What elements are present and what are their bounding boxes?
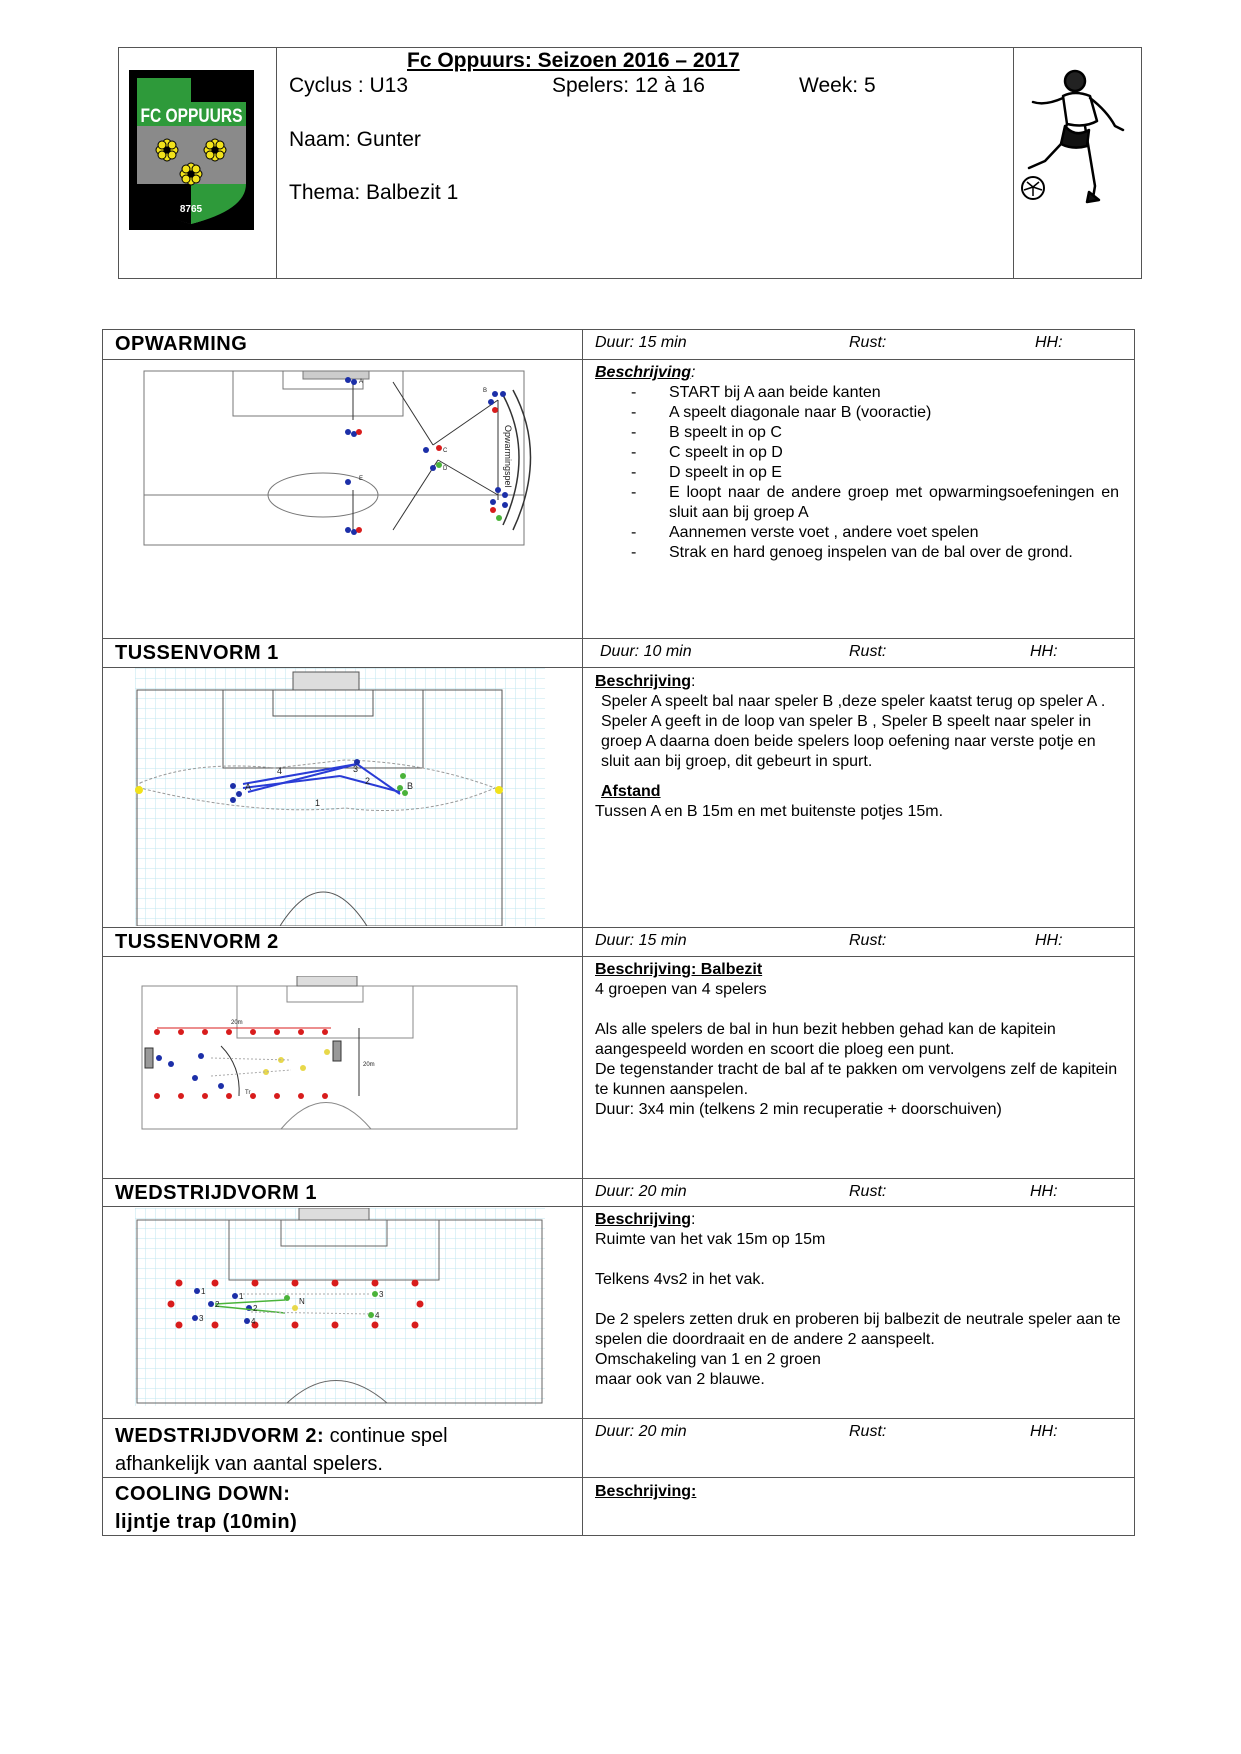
tussenvorm1-afstand-text: Tussen A en B 15m en met buitenste potjes 15m.: [595, 803, 944, 820]
cooling-subtitle: lijntje trap (10min): [115, 1511, 298, 1533]
cooling-desc-title: Beschrijving:: [595, 1483, 697, 1500]
list-item: - A speelt diagonale naar B (vooractie): [595, 403, 1119, 423]
opwarming-desc-title: Beschrijving: [595, 364, 692, 381]
spelers-label: Spelers: 12 à 16: [552, 74, 705, 97]
opwarming-rust: Rust:: [849, 334, 887, 351]
wedstrijdvorm1-label-3b: 3: [379, 1290, 384, 1299]
wedstrijdvorm2-subtitle-2: afhankelijk van aantal spelers.: [115, 1453, 383, 1475]
wedstrijdvorm1-hh: HH:: [1030, 1183, 1058, 1200]
logo-text: FC OPPUURS: [140, 106, 243, 127]
tussenvorm2-text: Als alle spelers de bal in hun bezit hebben gehad kan de kapitein aangespeeld worden en scoort die ploeg een punt. De tegenstander tracht de bal af te pakken om vervolgens zelf de kapitein te kunnen aanspelen. Duur: 3x4 min (telkens 2 min recuperatie + doorschuiven): [595, 1021, 1118, 1118]
section-title-tussenvorm1: TUSSENVORM 1: [115, 642, 279, 664]
football-player-illustration: [1015, 66, 1143, 211]
tussenvorm1-num-4: 4: [277, 766, 283, 776]
wedstrijdvorm1-label-1a: 1: [201, 1287, 206, 1296]
tussenvorm1-letter-b: B: [407, 781, 414, 791]
tussenvorm2-duur: Duur: 15 min: [595, 932, 687, 949]
wedstrijdvorm2-title: WEDSTRIJDVORM 2:: [115, 1425, 325, 1447]
wedstrijdvorm2-subtitle-1: continue spel: [324, 1425, 448, 1447]
header-box: [118, 47, 1142, 279]
cyclus-label: Cyclus : U13: [289, 74, 409, 97]
wedstrijdvorm1-label-2b: 2: [253, 1304, 258, 1313]
tussenvorm2-desc-title: Beschrijving: Balbezit: [595, 961, 763, 978]
wedstrijdvorm1-label-n: N: [299, 1297, 305, 1306]
tussenvorm1-duur: Duur: 10 min: [600, 643, 692, 660]
tussenvorm2-line1: 4 groepen van 4 spelers: [595, 981, 767, 998]
wedstrijdvorm1-label-1b: 1: [239, 1292, 244, 1301]
section-title-cooling-down: [115, 1480, 297, 1536]
wedstrijdvorm2-duur: Duur: 20 min: [595, 1423, 687, 1440]
list-item: - START bij A aan beide kanten: [595, 383, 1119, 403]
wedstrijdvorm2-hh: HH:: [1030, 1423, 1058, 1440]
list-item: - D speelt in op E: [595, 463, 1119, 483]
wedstrijdvorm1-desc-title: Beschrijving: [595, 1211, 692, 1228]
list-item: - E loopt naar de andere groep met opwarmingsoefeningen en sluit aan bij groep A: [595, 483, 1119, 523]
tussenvorm1-rust: Rust:: [849, 643, 887, 660]
club-logo: [129, 70, 254, 230]
list-item: - C speelt in op D: [595, 443, 1119, 463]
list-item: - B speelt in op C: [595, 423, 1119, 443]
section-title-tussenvorm2: TUSSENVORM 2: [115, 931, 279, 953]
week-label: Week: 5: [799, 74, 876, 97]
tussenvorm1-afstand-title: Afstand: [601, 783, 661, 800]
wedstrijdvorm1-duur: Duur: 20 min: [595, 1183, 687, 1200]
wedstrijdvorm1-description: Beschrijving: Ruimte van het vak 15m op 15m Telkens 4vs2 in het vak. De 2 spelers zetten druk en proberen bij balbezit de neutrale speler aan te spelen die doordraait en de andere 2 aanspeelt. Omschakeling van 1 en 2 groen maar ook van 2 blauwe.: [595, 1210, 1125, 1390]
tussenvorm2-coach-label: Tr: [245, 1090, 251, 1096]
list-item: - Strak en hard genoeg inspelen van de bal over de grond.: [595, 543, 1119, 563]
tussenvorm2-rust: Rust:: [849, 932, 887, 949]
tussenvorm2-dim-width: 20m: [231, 1020, 243, 1026]
opwarming-steps: [595, 383, 1125, 563]
section-title-wedstrijdvorm2: [115, 1422, 448, 1478]
opwarming-letter-b: B: [483, 388, 488, 394]
wedstrijdvorm1-label-2a: 2: [215, 1300, 220, 1309]
tussenvorm2-description: [595, 960, 1125, 1120]
opwarming-description: Beschrijving: - START bij A aan beide kanten - A speelt diagonale naar B (vooractie) - B speelt in op C - C speelt in op D - D speelt in op E - E loopt naar de andere groep met opwarmingsoefeningen en sluit aan bij groep A - Aannemen verste voet , andere voet spelen - Strak en hard genoeg inspelen van de bal over de grond.: [595, 363, 1125, 563]
tussenvorm1-text: Speler A speelt bal naar speler B ,deze speler kaatst terug op speler A . Speler A geeft in de loop van speler B , Speler B speelt naar speler in groep A daarna doen beide spelers loop oefening naar verste potje en sluit aan bij groep, dit gebeurt in spurt.: [601, 693, 1106, 770]
tussenvorm1-num-2: 2: [365, 776, 371, 786]
tussenvorm1-diagram: [135, 668, 545, 926]
thema-label: Thema: Balbezit 1: [289, 181, 459, 204]
tussenvorm1-letter-a: A: [245, 782, 252, 792]
section-title-opwarming: OPWARMING: [115, 333, 248, 355]
training-table: [102, 329, 1135, 1536]
section-title-wedstrijdvorm1: WEDSTRIJDVORM 1: [115, 1182, 317, 1204]
list-item: - Aannemen verste voet , andere voet spelen: [595, 523, 1119, 543]
opwarming-hh: HH:: [1035, 334, 1063, 351]
opwarming-diagram: [143, 370, 555, 550]
wedstrijdvorm1-p1: Ruimte van het vak 15m op 15m: [595, 1231, 826, 1248]
opwarming-letter-d: D: [443, 466, 448, 472]
naam-label: Naam: Gunter: [289, 128, 421, 151]
tussenvorm1-description: Beschrijving: Speler A speelt bal naar speler B ,deze speler kaatst terug op speler A . Speler A geeft in de loop van speler B , Speler B speelt naar speler in groep A daarna doen beide spelers loop oefening naar verste potje en sluit aan bij groep, dit gebeurt in spurt. Afstand Tussen A en B 15m en met buitenste potjes 15m.: [595, 672, 1113, 822]
opwarming-duur: Duur: 15 min: [595, 334, 687, 351]
tussenvorm1-desc-title: Beschrijving: [595, 673, 692, 690]
tussenvorm1-num-1: 1: [315, 798, 321, 808]
cooling-title: COOLING DOWN:: [115, 1483, 291, 1505]
tussenvorm1-hh: HH:: [1030, 643, 1058, 660]
wedstrijdvorm1-label-3a: 3: [199, 1314, 204, 1323]
page-title: Fc Oppuurs: Seizoen 2016 – 2017: [407, 49, 740, 72]
wedstrijdvorm2-rust: Rust:: [849, 1423, 887, 1440]
opwarming-letter-a: A: [359, 379, 364, 385]
tussenvorm2-diagram: [141, 976, 521, 1131]
tussenvorm2-dim-height: 20m: [363, 1062, 375, 1068]
wedstrijdvorm1-rust: Rust:: [849, 1183, 887, 1200]
wedstrijdvorm1-label-4a: 4: [251, 1317, 256, 1326]
wedstrijdvorm1-p3: De 2 spelers zetten druk en proberen bij balbezit de neutrale speler aan te spelen die doordraait en de andere 2 aanspeelt. Omschakeling van 1 en 2 groen maar ook van 2 blauwe.: [595, 1311, 1121, 1388]
opwarming-diagram-label: Opwarmingspel: [503, 425, 513, 488]
wedstrijdvorm1-diagram: [135, 1208, 545, 1406]
wedstrijdvorm1-p2: Telkens 4vs2 in het vak.: [595, 1271, 765, 1288]
wedstrijdvorm1-label-4b: 4: [375, 1311, 380, 1320]
opwarming-letter-e: E: [359, 476, 364, 482]
column-divider: [582, 330, 583, 1535]
opwarming-letter-c: C: [443, 448, 448, 454]
tussenvorm1-num-3: 3: [353, 764, 359, 774]
logo-number: 8765: [179, 204, 203, 215]
tussenvorm2-hh: HH:: [1035, 932, 1063, 949]
